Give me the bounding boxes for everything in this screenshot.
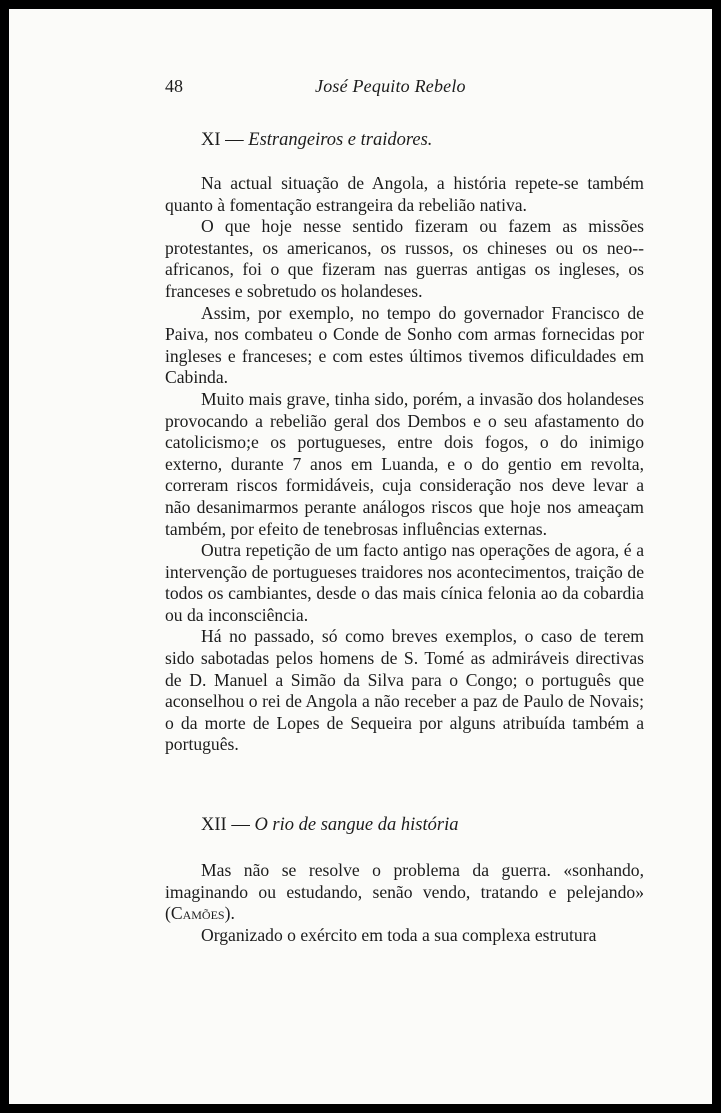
paragraph: O que hoje nesse sentido fizeram ou fazem as missões protestantes, os americanos, os russos, os chineses ou os neo--africanos, foi o que fizeram nas guerras antigas os ingleses, os franceses e sobretudo os holandeses. — [165, 216, 644, 301]
section-number: XII — [201, 815, 227, 835]
paragraph-tail: ). — [224, 903, 235, 924]
paragraph: Assim, por exemplo, no tempo do governador Francisco de Paiva, nos combateu o Conde de Sonho com armas fornecidas por ingleses e franceses; e com estes últimos tivemos dificuldades em Cabinda. — [165, 302, 644, 388]
paragraph-text: Mas não se resolve o problema da guerra. «sonhando, imaginando ou estudando, senão vendo, tratando e pelejando» ( — [165, 860, 644, 924]
section-xii-body — [165, 860, 644, 946]
paragraph: Muito mais grave, tinha sido, porém, a invasão dos holandeses provocando a rebelião geral dos Dembos e o seu afastamento do catolicismo;e os portugueses, entre dois fogos, o do inimigo externo, durante 7 anos em Luanda, e o do gentio em revolta, correram riscos formidáveis, cuja consideração nos deve levar a não desanimarmos perante análogos riscos que hoje nos ameaçam também, por efeito de tenebrosas influências externas. — [165, 388, 644, 539]
section-number: XI — [201, 130, 221, 150]
section-dash: — — [220, 130, 249, 150]
paragraph: Na actual situação de Angola, a história repete-se também quanto à fomentação estrangeira da rebelião nativa. — [165, 173, 644, 215]
section-title: Estrangeiros e traidores. — [248, 130, 433, 150]
section-title: O rio de sangue da história — [254, 815, 459, 835]
section-heading-xi — [201, 130, 432, 151]
page-number: 48 — [165, 76, 183, 96]
page-header — [165, 76, 644, 102]
cited-author: Camões — [170, 903, 225, 924]
paragraph: Há no passado, só como breves exemplos, o caso de terem sido sabotadas pelos homens de S. Tomé as admiráveis directivas de D. Manuel a Simão da Silva para o Congo; o português que aconselhou o rei de Angola a não receber a paz de Paulo de Novais; o da morte de Lopes de Sequeira por alguns atribuída também a português. — [165, 626, 644, 755]
paragraph: Outra repetição de um facto antigo nas operações de agora, é a intervenção de portugueses traidores nos acontecimentos, traição de todos os cambiantes, desde o das mais cínica felonia ao da cobardia ou da inconsciência. — [165, 540, 644, 625]
book-page — [9, 9, 712, 1104]
paragraph: Organizado o exército em toda a sua complexa estrutura — [201, 924, 597, 945]
running-head: José Pequito Rebelo — [315, 76, 466, 96]
section-xi-body — [165, 173, 644, 756]
paragraph — [165, 860, 644, 925]
section-dash: — — [226, 815, 255, 835]
section-heading-xii — [201, 815, 458, 836]
